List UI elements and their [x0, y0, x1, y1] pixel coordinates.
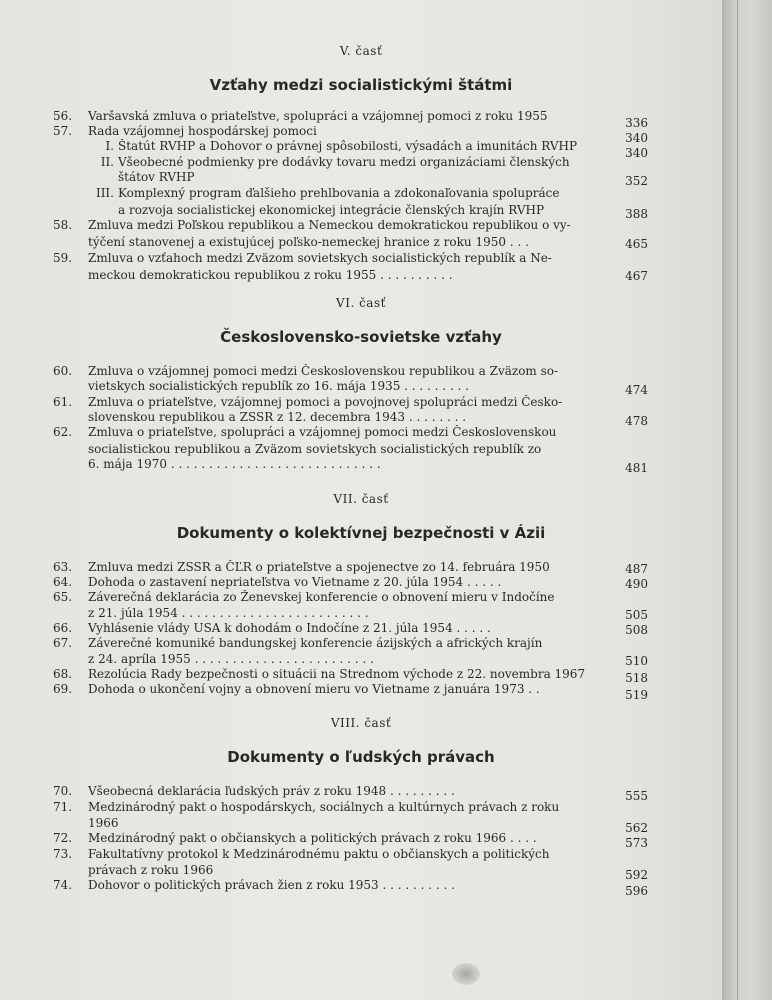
entry-roman-numeral: II. — [100, 155, 114, 169]
entry-text: 1966 — [88, 816, 119, 830]
entry-number: 73. — [53, 847, 73, 861]
entry-number: 59. — [53, 251, 73, 265]
entry-page-number: 487 — [625, 562, 648, 576]
entry-number: 69. — [53, 682, 73, 696]
entry-text: Rezolúcia Rady bezpečnosti o situácii na Strednom východe z 22. novembra 1967 — [88, 667, 586, 681]
entry-text: Zmluva medzi ZSSR a ČĽR o priateľstve a spojenectve zo 14. februára 1950 — [88, 560, 550, 574]
entry-number: 61. — [53, 395, 73, 409]
entry-text: Zmluva o vzájomnej pomoci medzi Československou republikou a Zväzom so- — [88, 364, 559, 378]
entry-text: Dohovor o politických právach žien z roku 1953 . . . . . . . . . . — [88, 878, 455, 892]
entry-text: z 24. apríla 1955 . . . . . . . . . . . . . . . . . . . . . . . . — [88, 652, 374, 666]
entry-text: Rada vzájomnej hospodárskej pomoci — [88, 124, 317, 138]
entry-page-number: 340 — [625, 146, 648, 160]
entry-page-number: 573 — [625, 836, 648, 850]
section-title: Vzťahy medzi socialistickými štátmi — [209, 76, 513, 94]
entry-page-number: 465 — [625, 237, 648, 251]
entry-text: Všeobecné podmienky pre dodávky tovaru medzi organizáciami členských — [118, 155, 570, 169]
entry-text: štátov RVHP — [118, 170, 195, 184]
entry-page-number: 505 — [625, 608, 648, 622]
entry-text: Zmluva medzi Poľskou republikou a Nemeckou demokratickou republikou o vy- — [88, 218, 571, 232]
entry-text: Varšavská zmluva o priateľstve, spolupráci a vzájomnej pomoci z roku 1955 — [88, 109, 548, 123]
section-title: Dokumenty o kolektívnej bezpečnosti v Ázii — [176, 524, 546, 542]
entry-number: 66. — [53, 621, 73, 635]
entry-text: a rozvoja socialistickej ekonomickej integrácie členských krajín RVHP — [118, 203, 545, 217]
entry-page-number: 388 — [625, 207, 648, 221]
entry-page-number: 352 — [625, 174, 648, 188]
part-label: V. časť — [339, 44, 383, 58]
entry-number: 68. — [53, 667, 73, 681]
section-title: Československo-sovietske vzťahy — [220, 328, 502, 346]
entry-page-number: 510 — [625, 654, 648, 668]
entry-page-number: 519 — [625, 688, 648, 702]
page-crease — [737, 0, 738, 1000]
entry-number: 67. — [53, 636, 73, 650]
entry-text: Zmluva o priateľstve, vzájomnej pomoci a povojnovej spolupráci medzi Česko- — [88, 395, 563, 409]
entry-text: meckou demokratickou republikou z roku 1955 . . . . . . . . . . — [88, 268, 453, 282]
entry-number: 64. — [53, 575, 73, 589]
entry-page-number: 481 — [625, 461, 648, 475]
entry-number: 56. — [53, 109, 73, 123]
entry-text: z 21. júla 1954 . . . . . . . . . . . . . . . . . . . . . . . . . — [88, 606, 369, 620]
entry-page-number: 467 — [625, 269, 648, 283]
part-label: VI. časť — [336, 296, 386, 310]
entry-text: Vyhlásenie vlády USA k dohodám o Indočíne z 21. júla 1954 . . . . . — [88, 621, 491, 635]
entry-page-number: 490 — [625, 577, 648, 591]
entry-text: socialistickou republikou a Zväzom sovietskych socialistických republík zo — [88, 442, 542, 456]
entry-number: 60. — [53, 364, 73, 378]
entry-text: vietskych socialistických republík zo 16. mája 1935 . . . . . . . . . — [88, 379, 470, 393]
entry-text: Fakultatívny protokol k Medzinárodnému paktu o občianskych a politických — [88, 847, 550, 861]
entry-text: Záverečná deklarácia zo Ženevskej konferencie o obnovení mieru v Indočíne — [88, 590, 555, 604]
entry-text: Zmluva o vzťahoch medzi Zväzom sovietskych socialistických republík a Ne- — [88, 251, 552, 265]
entry-text: Medzinárodný pakt o občianskych a politických právach z roku 1966 . . . . — [88, 831, 537, 845]
entry-text: Všeobecná deklarácia ľudských práv z roku 1948 . . . . . . . . . — [88, 784, 455, 798]
entry-roman-numeral: I. — [105, 139, 114, 153]
paper-stain — [452, 963, 480, 985]
entry-text: Komplexný program ďalšieho prehlbovania a zdokonaľovania spolupráce — [118, 186, 560, 200]
part-label: VIII. časť — [330, 716, 392, 730]
entry-page-number: 592 — [625, 868, 648, 882]
entry-number: 62. — [53, 425, 73, 439]
entry-page-number: 518 — [625, 671, 648, 685]
entry-text: Štatút RVHP a Dohovor o právnej spôsobilosti, výsadách a imunitách RVHP — [118, 139, 578, 153]
entry-number: 71. — [53, 800, 73, 814]
entry-page-number: 562 — [625, 821, 648, 835]
entry-number: 72. — [53, 831, 73, 845]
entry-roman-numeral: III. — [95, 186, 114, 200]
entry-page-number: 555 — [625, 789, 648, 803]
entry-text: Zmluva o priateľstve, spolupráci a vzájomnej pomoci medzi Československou — [88, 425, 557, 439]
entry-text: Dohoda o zastavení nepriateľstva vo Vietname z 20. júla 1954 . . . . . — [88, 575, 502, 589]
part-label: VII. časť — [333, 492, 389, 506]
entry-page-number: 340 — [625, 131, 648, 145]
entry-text: slovenskou republikou a ZSSR z 12. decembra 1943 . . . . . . . . — [88, 410, 467, 424]
entry-number: 65. — [53, 590, 73, 604]
entry-text: právach z roku 1966 — [88, 863, 214, 877]
section-title: Dokumenty o ľudských právach — [227, 748, 495, 766]
entry-number: 57. — [53, 124, 73, 138]
entry-number: 63. — [53, 560, 73, 574]
entry-text: týčení stanovenej a existujúcej poľsko-nemeckej hranice z roku 1950 . . . — [88, 235, 529, 249]
entry-page-number: 596 — [625, 884, 648, 898]
entry-text: Záverečné komuniké bandungskej konferencie ázijských a afrických krajín — [88, 636, 543, 650]
entry-text: Dohoda o ukončení vojny a obnovení mieru vo Vietname z januára 1973 . . — [88, 682, 540, 696]
entry-number: 74. — [53, 878, 73, 892]
book-edge — [722, 0, 772, 1000]
entry-page-number: 478 — [625, 414, 648, 428]
entry-page-number: 474 — [625, 383, 648, 397]
entry-page-number: 336 — [625, 116, 648, 130]
entry-text: Medzinárodný pakt o hospodárskych, sociálnych a kultúrnych právach z roku — [88, 800, 560, 814]
entry-number: 58. — [53, 218, 73, 232]
entry-page-number: 508 — [625, 623, 648, 637]
entry-number: 70. — [53, 784, 73, 798]
entry-text: 6. mája 1970 . . . . . . . . . . . . . . . . . . . . . . . . . . . . — [88, 457, 381, 471]
